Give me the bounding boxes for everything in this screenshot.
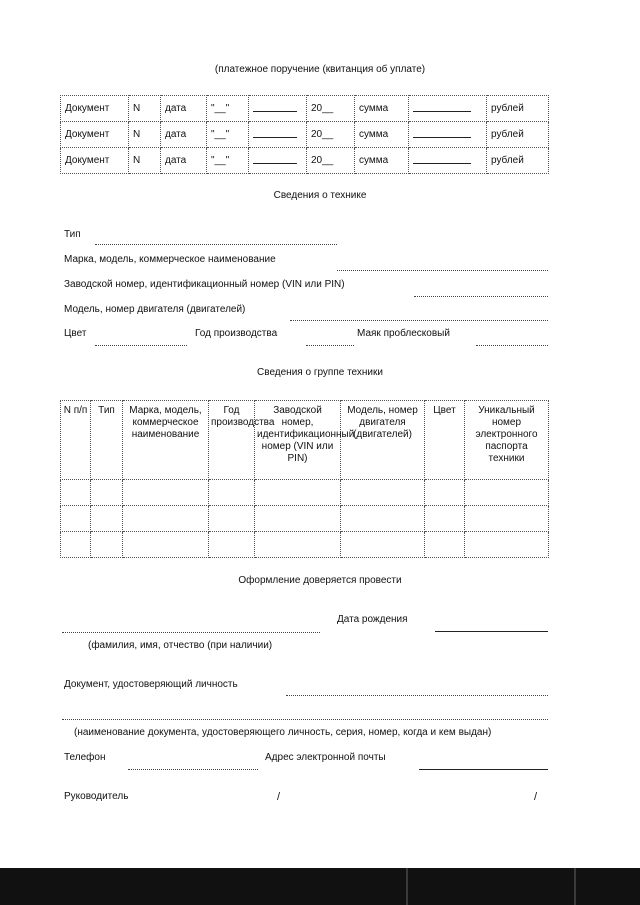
payment-table: [60, 95, 549, 174]
cell[interactable]: [255, 506, 341, 532]
currency-label: рублей: [487, 96, 549, 122]
cell[interactable]: [255, 532, 341, 558]
payment-row: [61, 96, 549, 122]
scan-divider: [574, 868, 576, 905]
cell[interactable]: [341, 532, 425, 558]
sum-label: сумма: [355, 96, 409, 122]
doc-label: Документ: [61, 148, 129, 174]
id-doc-label: Документ, удостоверяющий личность: [64, 679, 238, 690]
year-blank[interactable]: 20__: [307, 96, 355, 122]
cell[interactable]: [209, 532, 255, 558]
brand-field[interactable]: [337, 270, 548, 271]
group-empty-row: [61, 480, 549, 506]
phone-field[interactable]: [128, 769, 258, 770]
cell[interactable]: [255, 480, 341, 506]
sum-label: сумма: [355, 122, 409, 148]
cell[interactable]: [123, 480, 209, 506]
color-field[interactable]: [95, 345, 187, 346]
sum-blank[interactable]: [409, 96, 487, 122]
group-heading: Сведения о группе техники: [257, 367, 383, 378]
fio-caption: (фамилия, имя, отчество (при наличии): [88, 640, 273, 651]
type-field[interactable]: [95, 244, 337, 245]
cell[interactable]: [465, 480, 549, 506]
year-field[interactable]: [306, 345, 354, 346]
serial-field[interactable]: [414, 296, 548, 297]
month-blank[interactable]: [249, 96, 307, 122]
birth-label: Дата рождения: [337, 614, 408, 625]
sum-label: сумма: [355, 148, 409, 174]
scan-divider: [406, 868, 408, 905]
date-label: дата: [161, 96, 207, 122]
cell[interactable]: [61, 506, 91, 532]
day-blank[interactable]: "__": [207, 148, 249, 174]
cell[interactable]: [61, 532, 91, 558]
cell[interactable]: [465, 532, 549, 558]
year-label: Год производства: [195, 328, 278, 339]
cell[interactable]: [123, 506, 209, 532]
cell[interactable]: [91, 532, 123, 558]
engine-field[interactable]: [290, 320, 548, 321]
id-doc-field-2[interactable]: [62, 719, 548, 720]
cell[interactable]: [209, 506, 255, 532]
col-color: Цвет: [425, 401, 465, 480]
cell[interactable]: [425, 480, 465, 506]
col-serial: Заводской номер, идентификационный номер (VIN или PIN): [255, 401, 341, 480]
cell[interactable]: [209, 480, 255, 506]
group-empty-row: [61, 532, 549, 558]
col-type: Тип: [91, 401, 123, 480]
group-table: [60, 400, 549, 558]
cell[interactable]: [91, 480, 123, 506]
doc-label: Документ: [61, 122, 129, 148]
email-label: Адрес электронной почты: [265, 752, 386, 763]
head-label: Руководитель: [64, 791, 129, 802]
year-blank[interactable]: 20__: [307, 148, 355, 174]
trust-heading: Оформление доверяется провести: [238, 575, 402, 586]
email-field[interactable]: [419, 769, 548, 770]
cell[interactable]: [61, 480, 91, 506]
cell[interactable]: [425, 506, 465, 532]
name-slash: /: [534, 791, 538, 803]
day-blank[interactable]: "__": [207, 96, 249, 122]
col-number: N п/п: [61, 401, 91, 480]
currency-label: рублей: [487, 122, 549, 148]
beacon-field[interactable]: [476, 345, 548, 346]
type-label: Тип: [64, 229, 81, 240]
col-year: Год производства: [209, 401, 255, 480]
beacon-label: Маяк проблесковый: [357, 328, 450, 339]
payment-row: [61, 122, 549, 148]
fio-field[interactable]: [62, 632, 320, 633]
id-doc-caption: (наименование документа, удостоверяющего личность, серия, номер, когда и кем выдан): [74, 727, 492, 738]
cell[interactable]: [341, 506, 425, 532]
brand-label: Марка, модель, коммерческое наименование: [64, 254, 276, 265]
id-doc-field[interactable]: [286, 695, 548, 696]
engine-label: Модель, номер двигателя (двигателей): [64, 304, 246, 315]
number-label: N: [129, 122, 161, 148]
number-label: N: [129, 148, 161, 174]
cell[interactable]: [465, 506, 549, 532]
day-blank[interactable]: "__": [207, 122, 249, 148]
cell[interactable]: [425, 532, 465, 558]
serial-label: Заводской номер, идентификационный номер (VIN или PIN): [64, 279, 345, 290]
sum-blank[interactable]: [409, 148, 487, 174]
phone-label: Телефон: [64, 752, 106, 763]
cell[interactable]: [123, 532, 209, 558]
sum-blank[interactable]: [409, 122, 487, 148]
col-brand: Марка, модель, коммерческое наименование: [123, 401, 209, 480]
cell[interactable]: [91, 506, 123, 532]
color-label: Цвет: [64, 328, 87, 339]
tech-heading: Сведения о технике: [273, 190, 367, 201]
payment-caption: (платежное поручение (квитанция об уплате): [214, 64, 426, 75]
number-label: N: [129, 96, 161, 122]
date-label: дата: [161, 148, 207, 174]
year-blank[interactable]: 20__: [307, 122, 355, 148]
cell[interactable]: [341, 480, 425, 506]
date-label: дата: [161, 122, 207, 148]
group-empty-row: [61, 506, 549, 532]
scan-border: [0, 868, 640, 905]
currency-label: рублей: [487, 148, 549, 174]
col-engine: Модель, номер двигателя (двигателей): [341, 401, 425, 480]
signature-slash: /: [277, 791, 281, 803]
doc-label: Документ: [61, 96, 129, 122]
month-blank[interactable]: [249, 122, 307, 148]
birth-field[interactable]: [435, 631, 548, 632]
group-header-row: [61, 401, 549, 480]
payment-row: [61, 148, 549, 174]
col-passport: Уникальный номер электронного паспорта техники: [465, 401, 549, 480]
month-blank[interactable]: [249, 148, 307, 174]
